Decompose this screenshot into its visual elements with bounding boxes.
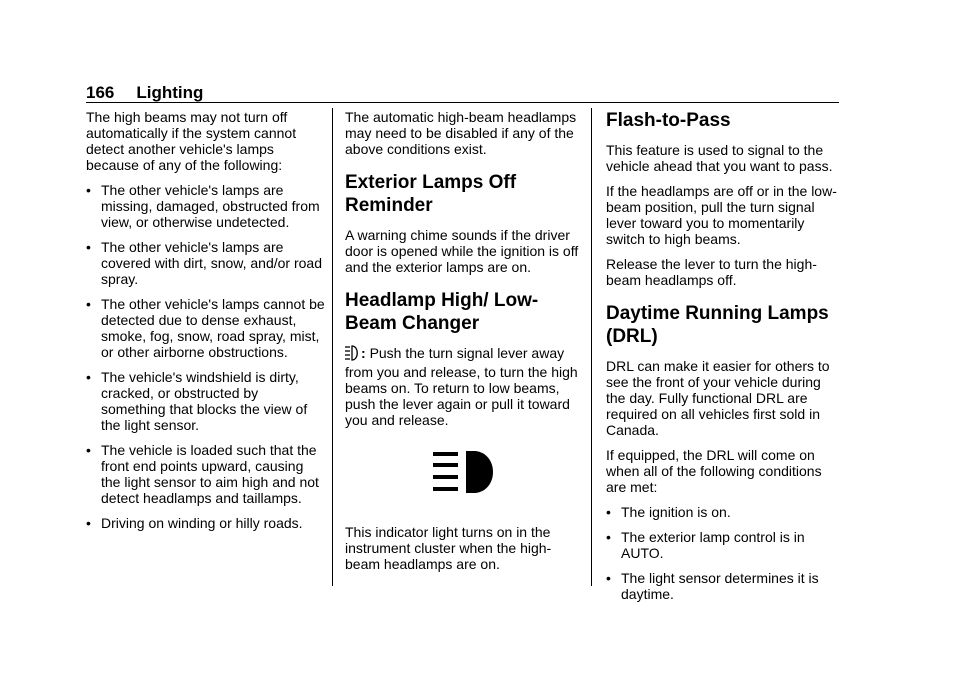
heading-headlamp-changer: Headlamp High/ Low-Beam Changer [345,290,539,334]
heading-flash-to-pass: Flash-to-Pass [606,110,731,131]
paragraph: This indicator light turns on in the instrument cluster when the high-beam headlamps are on. [345,524,552,572]
high-beam-indicator-icon [433,451,497,498]
list-item: • The ignition is on. [606,504,731,520]
list-item: • The light sensor determines it is daytime. [606,570,819,602]
column-2 [345,109,583,437]
page-header [86,82,838,104]
list-item: • The other vehicle's lamps are covered with dirt, snow, and/or road spray. [86,239,323,287]
list-item: • The vehicle's windshield is dirty, cracked, or obstructed by something that blocks the view of the light sensor. [86,369,308,433]
paragraph: DRL can make it easier for others to see the front of your vehicle during the day. Fully functional DRL are required on all vehicles first sold in Canada. [606,358,830,438]
high-beam-icon [345,345,359,364]
column-divider-2 [591,108,592,586]
page-number: 166 [86,83,115,102]
intro-paragraph: The high beams may not turn off automatically if the system cannot detect another vehicle's lamps because of any of the following: [86,109,297,173]
drl-conditions-list [606,504,842,602]
list-item: • The other vehicle's lamps cannot be detected due to dense exhaust, smoke, fog, snow, road spray, mist, or other airborne obstructions. [86,296,325,360]
header-rule [86,102,839,103]
list-item: • The other vehicle's lamps are missing, damaged, obstructed from view, or otherwise undetected. [86,182,320,230]
column-2-bottom [345,524,583,581]
heading-drl: Daytime Running Lamps (DRL) [606,303,829,347]
paragraph: : Push the turn signal lever away from you and release, to turn the high beams on. To return to low beams, push the lever again or pull it toward you and release. [345,345,578,428]
list-item: • Driving on winding or hilly roads. [86,515,303,531]
paragraph: If the headlamps are off or in the low-beam position, pull the turn signal lever toward you to momentarily switch to high beams. [606,183,837,247]
conditions-list [86,182,326,531]
column-1 [86,109,326,540]
heading-exterior-lamps: Exterior Lamps Off Reminder [345,172,517,216]
column-3 [606,109,842,611]
paragraph: This feature is used to signal to the vehicle ahead that you want to pass. [606,142,833,174]
paragraph: If equipped, the DRL will come on when all of the following conditions are met: [606,447,822,495]
list-item: • The exterior lamp control is in AUTO. [606,529,805,561]
paragraph: Release the lever to turn the high-beam headlamps off. [606,256,817,288]
paragraph: A warning chime sounds if the driver door is opened while the ignition is off and the exterior lamps are on. [345,227,579,275]
section-title: Lighting [136,83,204,102]
column-divider-1 [332,108,333,586]
paragraph: The automatic high-beam headlamps may need to be disabled if any of the above conditions exist. [345,109,577,157]
list-item: • The vehicle is loaded such that the front end points upward, causing the light sensor to aim high and not detect headlamps and taillamps. [86,442,319,506]
